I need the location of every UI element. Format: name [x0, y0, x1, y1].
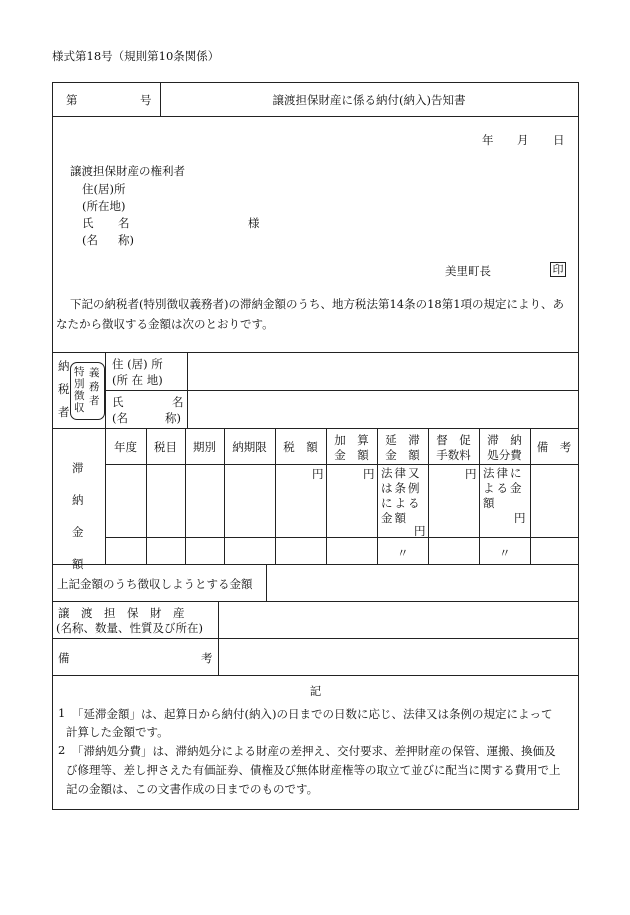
taxpayer-address-label-1: 住 (居) 所 [112, 357, 163, 371]
taxpayer-name-label-1b: 名 [172, 395, 184, 409]
recipient-title-label-2: 称) [118, 233, 134, 247]
arrears-side-char-4: 額 [72, 557, 84, 571]
note-1-line-2: 計算した金額です。 [66, 725, 169, 739]
col-header-disposition-1: 滞 納 [487, 433, 522, 447]
disposition-fee-note-line-2: よる金 [483, 481, 524, 495]
recipient-address-label: 住(居)所 [82, 182, 126, 196]
taxpayer-top [52, 352, 579, 353]
note-2-line-1: 「滞納処分費」は、滞納処分による財産の差押え、交付要求、差押財産の保管、運搬、換価及 [72, 744, 556, 758]
obligor-col-1 [74, 366, 85, 414]
collect-divider [266, 564, 267, 601]
arrears-bottom [52, 564, 579, 565]
late-fee-note-line-2: は条例 [381, 481, 422, 495]
disposition-fee-note-line-1: 法律に [483, 466, 524, 480]
property-label-1: 譲 渡 担 保 財 産 [58, 606, 185, 620]
ditto-disposition: 〃 [499, 546, 511, 560]
note-2-line-2: び修理等、差し押さえた有価証券、債権及び無体財産権等の取立て並びに配当に関する費用で上 [66, 763, 561, 777]
arrears-side-label [72, 460, 84, 572]
recipient-heading: 譲渡担保財産の権利者 [70, 164, 185, 178]
frame-bottom [52, 809, 579, 810]
number-label-1: 第 [66, 93, 78, 107]
col-header-year: 年度 [114, 440, 137, 454]
late-fee-note [381, 466, 422, 526]
notes-heading: 記 [309, 684, 322, 698]
remarks-bottom [52, 675, 579, 676]
col-header-late-2: 金 額 [385, 448, 420, 462]
taxpayer-mid [105, 390, 579, 391]
taxpayer-address-label-2: (所 在 地) [112, 373, 163, 387]
col-header-additional-1: 加 算 [334, 433, 369, 447]
note-1-line-1: 「延滞金額」は、起算日から納付(納入)の日までの日数に応じ、法律又は条例の規定によって [72, 707, 553, 721]
col-header-fee-1: 督 促 [436, 433, 471, 447]
obligor-col-2 [89, 366, 100, 408]
col-header-disposition-2: 処分費 [487, 448, 522, 462]
recipient-location-label: (所在地) [82, 199, 126, 213]
late-fee-note-line-1: 法律又 [381, 466, 422, 480]
col-header-deadline: 納期限 [232, 440, 267, 454]
date-month-label: 月 [517, 133, 529, 147]
recipient-name-label-2: 名 [118, 216, 130, 230]
yen-disposition: 円 [514, 511, 526, 525]
frame-top [52, 82, 579, 83]
frame-left [52, 82, 53, 810]
late-fee-note-line-3: による [381, 496, 422, 510]
taxpayer-name-label-1a: 氏 [112, 395, 124, 409]
issuer-name: 美里町長 [445, 264, 491, 278]
obligor-char-3: 徴 [74, 390, 85, 402]
note-2-line-3: 記の金額は、この文書作成の日までのものです。 [66, 782, 319, 796]
col-header-tax-amount: 税 額 [283, 440, 318, 454]
yen-fee: 円 [465, 467, 477, 481]
property-bottom [52, 638, 579, 639]
yen-late: 円 [414, 524, 426, 538]
recipient-title-label-1: (名 [82, 233, 98, 247]
seal-mark: 印 [550, 262, 566, 277]
arrears-side-char-1: 滞 [72, 461, 84, 475]
taxpayer-char-1: 納 [58, 359, 70, 373]
frame-right [578, 82, 579, 810]
remarks-label-2: 考 [201, 651, 213, 665]
yen-tax: 円 [312, 467, 324, 481]
note-2-number: 2 [58, 743, 66, 757]
col-header-period: 期別 [193, 440, 216, 454]
collect-bottom [52, 601, 579, 602]
col-header-late-1: 延 滞 [385, 433, 420, 447]
arrears-top [52, 428, 579, 429]
notice-line-2: なたから徴収する金額は次のとおりです。 [56, 317, 274, 331]
obligor-char-7: 者 [89, 395, 100, 407]
col-header-remarks: 備 考 [536, 440, 572, 454]
arrears-side-char-2: 納 [72, 493, 84, 507]
taxpayer-name-label-2a: (名 [112, 411, 128, 425]
document-title: 譲渡担保財産に係る納付(納入)告知書 [272, 93, 466, 107]
obligor-char-2: 別 [74, 378, 85, 390]
disposition-fee-note [483, 466, 524, 511]
taxpayer-name-label-2b: 称) [165, 411, 181, 425]
notice-line-1: 下記の納税者(特別徴収義務者)の滞納金額のうち、地方税法第14条の18第1項の規定により、あ [70, 297, 565, 311]
yen-additional: 円 [363, 467, 375, 481]
date-year-label: 年 [482, 133, 494, 147]
obligor-char-4: 収 [74, 402, 85, 414]
form-number: 様式第18号（規則第10条関係） [52, 49, 220, 63]
obligor-char-6: 務 [89, 381, 100, 393]
arrears-header-bottom [105, 464, 579, 465]
property-label-2: (名称、数量、性質及び所在) [56, 621, 203, 635]
taxpayer-char-2: 税 [58, 382, 70, 396]
disposition-fee-note-line-3: 額 [483, 496, 497, 510]
taxpayer-char-3: 者 [58, 405, 70, 419]
obligor-char-1: 特 [74, 366, 85, 378]
col-header-additional-2: 金 額 [334, 448, 369, 462]
number-label-2: 号 [140, 93, 152, 107]
ditto-late: 〃 [397, 546, 409, 560]
late-fee-note-line-4: 金額 [381, 511, 408, 525]
recipient-name-label-1: 氏 [82, 216, 94, 230]
obligor-char-5: 義 [89, 367, 100, 379]
arrears-row-divider [105, 537, 579, 538]
date-day-label: 日 [553, 133, 565, 147]
arrears-side-char-3: 金 [72, 525, 84, 539]
remarks-label-1: 備 [58, 651, 70, 665]
col-header-tax-item: 税目 [154, 440, 177, 454]
recipient-honorific: 様 [248, 216, 260, 230]
collect-amount-label: 上記金額のうち徴収しようとする金額 [57, 577, 253, 591]
col-header-fee-2: 手数料 [436, 448, 471, 462]
header-bottom [52, 116, 579, 117]
note-1-number: 1 [58, 706, 66, 720]
